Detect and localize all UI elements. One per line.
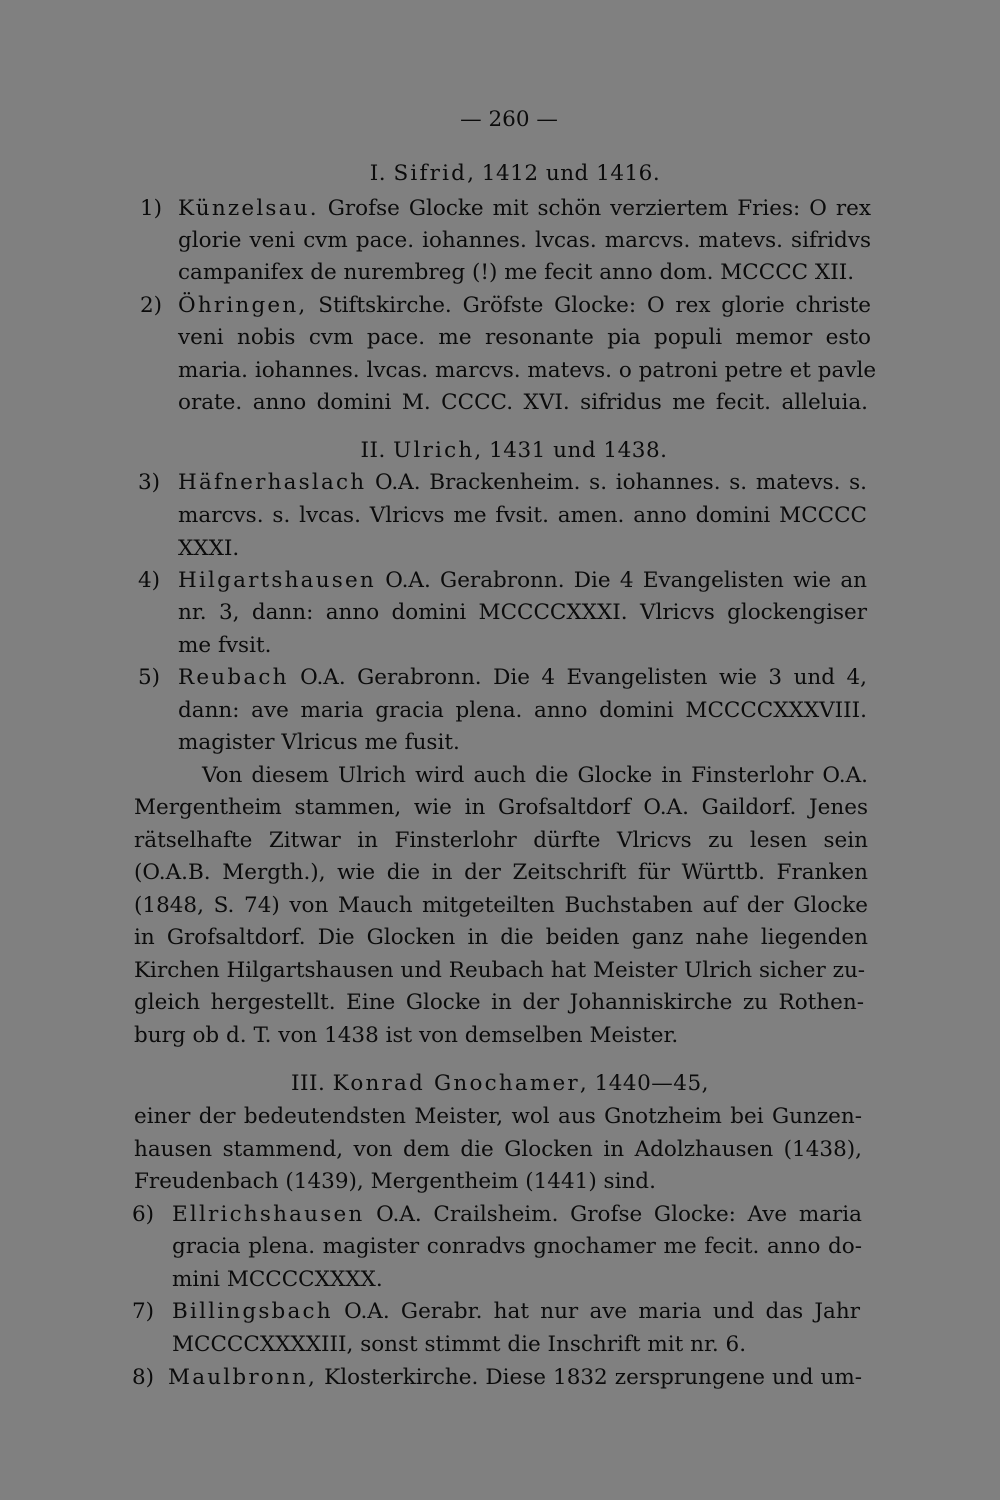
paragraph-line: gleich hergestellt. Eine Glocke in der Johanniskirche zu Rothen- — [134, 990, 864, 1015]
item-line: Reubach O.A. Gerabronn. Die 4 Evangelisten wie 3 und 4, — [178, 665, 867, 690]
item-number: 7) — [132, 1299, 155, 1324]
item-number: 1) — [140, 196, 163, 221]
section-roman: II. — [360, 438, 386, 463]
master-name: Konrad Gnochamer — [332, 1071, 580, 1096]
item-number: 3) — [138, 470, 161, 495]
paragraph-line: Von diesem Ulrich wird auch die Glocke in Finsterlohr O.A. — [202, 763, 868, 788]
paragraph-line: Mergentheim stammen, wie in Grofsaltdorf O.A. Gaildorf. Jenes — [134, 795, 868, 820]
item-place: Billingsbach — [172, 1299, 333, 1324]
item-line: Öhringen, Stiftskirche. Gröfste Glocke: O rex glorie christe — [178, 293, 871, 318]
item-line: marcvs. s. lvcas. Vlricvs me fvsit. amen. anno domini MCCCC — [178, 503, 867, 528]
master-name: Ulrich — [393, 438, 475, 463]
item-number: 8) — [132, 1365, 155, 1390]
paragraph-line: burg ob d. T. von 1438 ist von demselben Meister. — [134, 1023, 679, 1048]
paragraph-line: Kirchen Hilgartshausen und Reubach hat Meister Ulrich sicher zu- — [134, 958, 866, 983]
section-roman: I. — [369, 161, 387, 186]
item-place: Künzelsau. — [178, 196, 319, 221]
item-place: Öhringen, — [178, 293, 308, 318]
item-line: Ellrichshausen O.A. Crailsheim. Grofse Glocke: Ave maria — [172, 1202, 863, 1227]
item-line: me fvsit. — [178, 633, 272, 658]
item-number: 2) — [140, 293, 163, 318]
item-place: Ellrichshausen — [172, 1202, 365, 1227]
section-heading — [0, 1068, 1000, 1100]
item-line: Maulbronn, Klosterkirche. Diese 1832 zersprungene und um- — [168, 1365, 862, 1390]
paragraph-line: rätselhafte Zitwar in Finsterlohr dürfte Vlricvs zu lesen sein — [134, 828, 868, 853]
item-line: magister Vlricus me fusit. — [178, 730, 460, 755]
item-number: 4) — [138, 568, 161, 593]
section-years: , 1440—45, — [579, 1071, 709, 1096]
item-line: mini MCCCCXXXX. — [172, 1267, 383, 1292]
page-number: — 260 — — [460, 107, 558, 132]
item-line: dann: ave maria gracia plena. anno domini MCCCCXXXVIII. — [178, 698, 867, 723]
section-heading — [0, 435, 1000, 467]
item-place: Reubach — [178, 665, 289, 690]
item-line: campanifex de nurembreg (!) me fecit anno dom. MCCCC XII. — [178, 260, 855, 285]
item-line: nr. 3, dann: anno domini MCCCCXXXI. Vlricvs glockengiser — [178, 600, 867, 625]
item-line: MCCCCXXXXIII, sonst stimmt die Inschrift mit nr. 6. — [172, 1332, 747, 1357]
item-line: Hilgartshausen O.A. Gerabronn. Die 4 Evangelisten wie an — [178, 568, 867, 593]
paragraph-line: (O.A.B. Mergth.), wie die in der Zeitschrift für Württb. Franken — [134, 860, 868, 885]
section-heading — [0, 158, 1000, 190]
intro-line: hausen stammend, von dem die Glocken in Adolzhausen (1438), — [134, 1137, 862, 1162]
item-place: Häfnerhaslach — [178, 470, 367, 495]
item-place: Hilgartshausen — [178, 568, 376, 593]
item-line: orate. anno domini M. CCCC. XVI. sifridus me fecit. alleluia. — [178, 390, 868, 415]
item-line: XXXI. — [178, 536, 240, 561]
item-place: Maulbronn, — [168, 1365, 318, 1390]
item-line: veni nobis cvm pace. me resonante pia populi memor esto — [178, 325, 871, 350]
item-line: maria. iohannes. lvcas. marcvs. matevs. o patroni petre et pavle — [178, 358, 877, 383]
section-years: , 1431 und 1438. — [474, 438, 668, 463]
master-name: Sifrid — [393, 161, 468, 186]
item-line: gracia plena. magister conradvs gnochamer me fecit. anno do- — [172, 1234, 862, 1259]
section-years: , 1412 und 1416. — [467, 161, 661, 186]
paragraph-line: (1848, S. 74) von Mauch mitgeteilten Buchstaben auf der Glocke — [134, 893, 868, 918]
item-number: 5) — [138, 665, 161, 690]
intro-line: Freudenbach (1439), Mergentheim (1441) sind. — [134, 1169, 656, 1194]
intro-line: einer der bedeutendsten Meister, wol aus Gnotzheim bei Gunzen- — [134, 1104, 862, 1129]
item-number: 6) — [132, 1202, 155, 1227]
item-line: glorie veni cvm pace. iohannes. lvcas. marcvs. matevs. sifridvs — [178, 228, 871, 253]
item-line: Künzelsau. Grofse Glocke mit schön verziertem Fries: O rex — [178, 196, 871, 221]
item-line: Häfnerhaslach O.A. Brackenheim. s. iohannes. s. matevs. s. — [178, 470, 867, 495]
paragraph-line: in Grofsaltdorf. Die Glocken in die beiden ganz nahe liegenden — [134, 925, 868, 950]
section-roman: III. — [291, 1071, 326, 1096]
item-line: Billingsbach O.A. Gerabr. hat nur ave maria und das Jahr — [172, 1299, 860, 1324]
